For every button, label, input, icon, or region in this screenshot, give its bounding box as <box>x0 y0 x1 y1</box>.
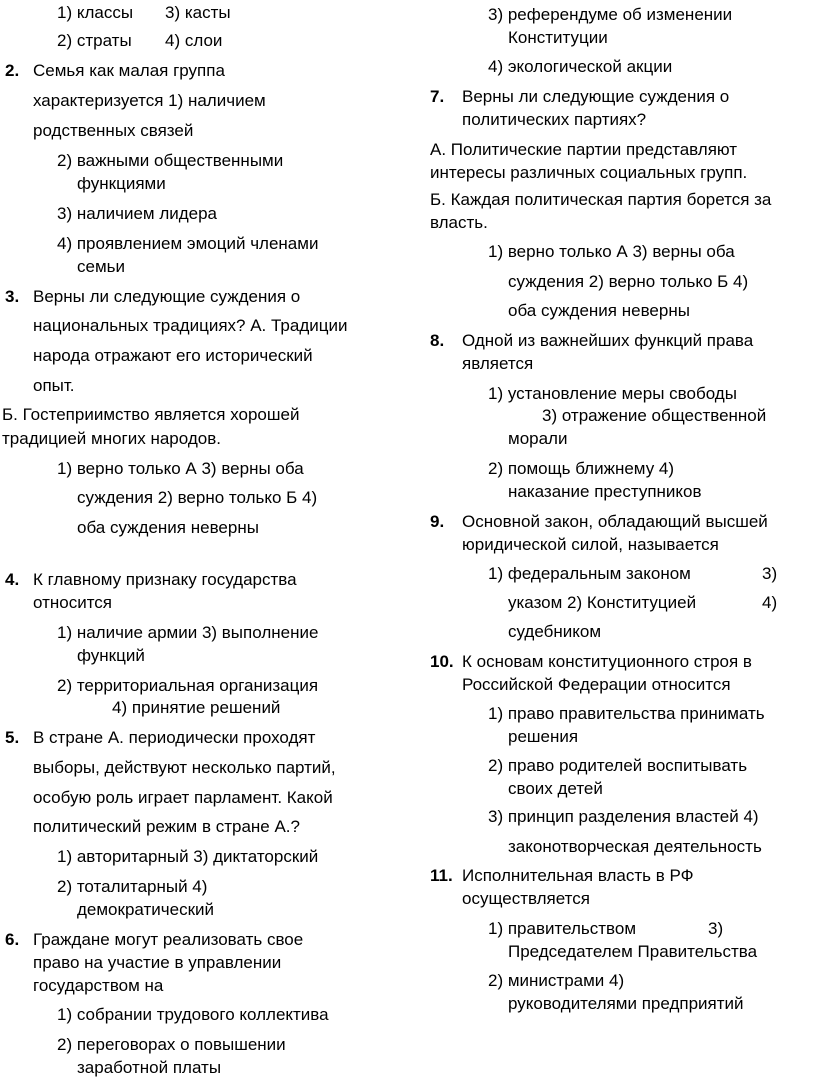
q11-option-1: 1) правительством <box>488 919 637 938</box>
q11-text-2: осуществляется <box>462 889 590 908</box>
q4-option-2: 2) территориальная организация <box>57 676 319 695</box>
q10-text-1: К основам конституционного строя в <box>462 652 752 671</box>
q2-text-1: Семья как малая группа <box>33 61 225 80</box>
q9-text-2: юридической силой, называется <box>462 535 719 554</box>
q6-option-3b: Конституции <box>508 28 608 47</box>
q3-answers-2: суждения 2) верно только Б 4) <box>77 488 318 507</box>
q11-number: 11. <box>430 866 453 885</box>
q11-text-1: Исполнительная власть в РФ <box>462 866 694 885</box>
q5-text-4: политический режим в стране А.? <box>33 817 300 836</box>
q6-option-2a: 2) переговорах о повышении <box>57 1035 286 1054</box>
q3-text-4: опыт. <box>33 376 75 395</box>
q2-option-2b: функциями <box>77 174 166 193</box>
q8-option-4: наказание преступников <box>508 482 702 501</box>
q4-option-4: 4) принятие решений <box>112 698 281 717</box>
q11-option-2: 2) министрами 4) <box>488 971 625 990</box>
q5-text-1: В стране А. периодически проходят <box>33 728 316 747</box>
q11-option-3: Председателем Правительства <box>508 942 758 961</box>
q8-text-1: Одной из важнейших функций права <box>462 331 754 350</box>
q9-text-1: Основной закон, обладающий высшей <box>462 512 768 531</box>
q8-text-2: является <box>462 354 534 373</box>
q7-text-1: Верны ли следующие суждения о <box>462 87 730 106</box>
q10-option-1b: решения <box>508 727 579 746</box>
q7-statement-a-2: интересы различных социальных групп. <box>430 163 748 182</box>
q10-option-2a: 2) право родителей воспитывать <box>488 756 748 775</box>
q10-option-4: законотворческая деятельность <box>508 837 762 856</box>
q10-option-3: 3) принцип разделения властей 4) <box>488 807 759 826</box>
q7-answers-2: суждения 2) верно только Б 4) <box>508 272 749 291</box>
q1-option-4: 4) слои <box>165 31 223 50</box>
q2-text-3: родственных связей <box>33 121 194 140</box>
q10-option-2b: своих детей <box>508 779 603 798</box>
q7-statement-b-1: Б. Каждая политическая партия борется за <box>430 190 772 209</box>
q2-option-4b: семьи <box>77 257 125 276</box>
q2-option-4a: 4) проявлением эмоций членами <box>57 234 319 253</box>
q6-text-2: право на участие в управлении <box>33 953 282 972</box>
q3-number: 3. <box>5 287 20 306</box>
q4-text-1: К главному признаку государства <box>33 570 297 589</box>
q4-text-2: относится <box>33 593 113 612</box>
q3-statement-b-1: Б. Гостеприимство является хорошей <box>2 405 300 424</box>
q3-text-3: народа отражают его исторический <box>33 346 313 365</box>
q5-text-2: выборы, действуют несколько партий, <box>33 758 336 777</box>
q10-option-1a: 1) право правительства принимать <box>488 704 765 723</box>
q4-number: 4. <box>5 570 20 589</box>
q8-option-3b: морали <box>508 429 568 448</box>
q10-text-2: Российской Федерации относится <box>462 675 731 694</box>
q8-option-1: 1) установление меры свободы <box>488 384 737 403</box>
q7-answers-3: оба суждения неверны <box>508 301 690 320</box>
q5-number: 5. <box>5 728 20 747</box>
q1-option-1: 1) классы <box>57 3 134 22</box>
q3-text-2: национальных традициях? А. Традиции <box>33 316 348 335</box>
q3-answers-1: 1) верно только А 3) верны оба <box>57 459 304 478</box>
q6-option-2b: заработной платы <box>77 1058 222 1077</box>
q6-option-1: 1) собрании трудового коллектива <box>57 1005 329 1024</box>
q9-option-1: 1) федеральным законом <box>488 564 691 583</box>
q8-number: 8. <box>430 331 445 350</box>
q1-option-3: 3) касты <box>165 3 231 22</box>
q5-option-2b: демократический <box>77 900 215 919</box>
q3-statement-b-2: традицией многих народов. <box>2 429 221 448</box>
q9-option-3-num: 3) <box>762 564 778 583</box>
q7-answers-1: 1) верно только А 3) верны оба <box>488 242 735 261</box>
q7-statement-a-1: А. Политические партии представляют <box>430 140 738 159</box>
q2-option-3: 3) наличием лидера <box>57 204 218 223</box>
q8-option-2: 2) помощь ближнему 4) <box>488 459 675 478</box>
q3-answers-3: оба суждения неверны <box>77 518 259 537</box>
q5-text-3: особую роль играет парламент. Какой <box>33 788 333 807</box>
q10-number: 10. <box>430 652 454 671</box>
q7-text-2: политических партиях? <box>462 110 647 129</box>
q6-option-3a: 3) референдуме об изменении <box>488 5 733 24</box>
q6-number: 6. <box>5 930 20 949</box>
q4-option-1b: функций <box>77 646 145 665</box>
q9-option-4-num: 4) <box>762 593 778 612</box>
q11-option-4: руководителями предприятий <box>508 994 744 1013</box>
q2-option-2a: 2) важными общественными <box>57 151 284 170</box>
q2-text-2: характеризуется 1) наличием <box>33 91 266 110</box>
q5-option-1: 1) авторитарный 3) диктаторский <box>57 847 319 866</box>
q9-option-4: судебником <box>508 622 602 641</box>
q11-option-3-num: 3) <box>708 919 724 938</box>
q9-option-2: указом 2) Конституцией <box>508 593 697 612</box>
q6-text-1: Граждане могут реализовать свое <box>33 930 304 949</box>
q6-option-4: 4) экологической акции <box>488 57 673 76</box>
q9-number: 9. <box>430 512 445 531</box>
q1-option-2: 2) страты <box>57 31 132 50</box>
q4-option-1a: 1) наличие армии 3) выполнение <box>57 623 319 642</box>
q6-text-3: государством на <box>33 976 164 995</box>
q7-statement-b-2: власть. <box>430 213 488 232</box>
q7-number: 7. <box>430 87 445 106</box>
q8-option-3: 3) отражение общественной <box>542 406 767 425</box>
q3-text-1: Верны ли следующие суждения о <box>33 287 301 306</box>
q5-option-2: 2) тоталитарный 4) <box>57 877 208 896</box>
q2-number: 2. <box>5 61 20 80</box>
